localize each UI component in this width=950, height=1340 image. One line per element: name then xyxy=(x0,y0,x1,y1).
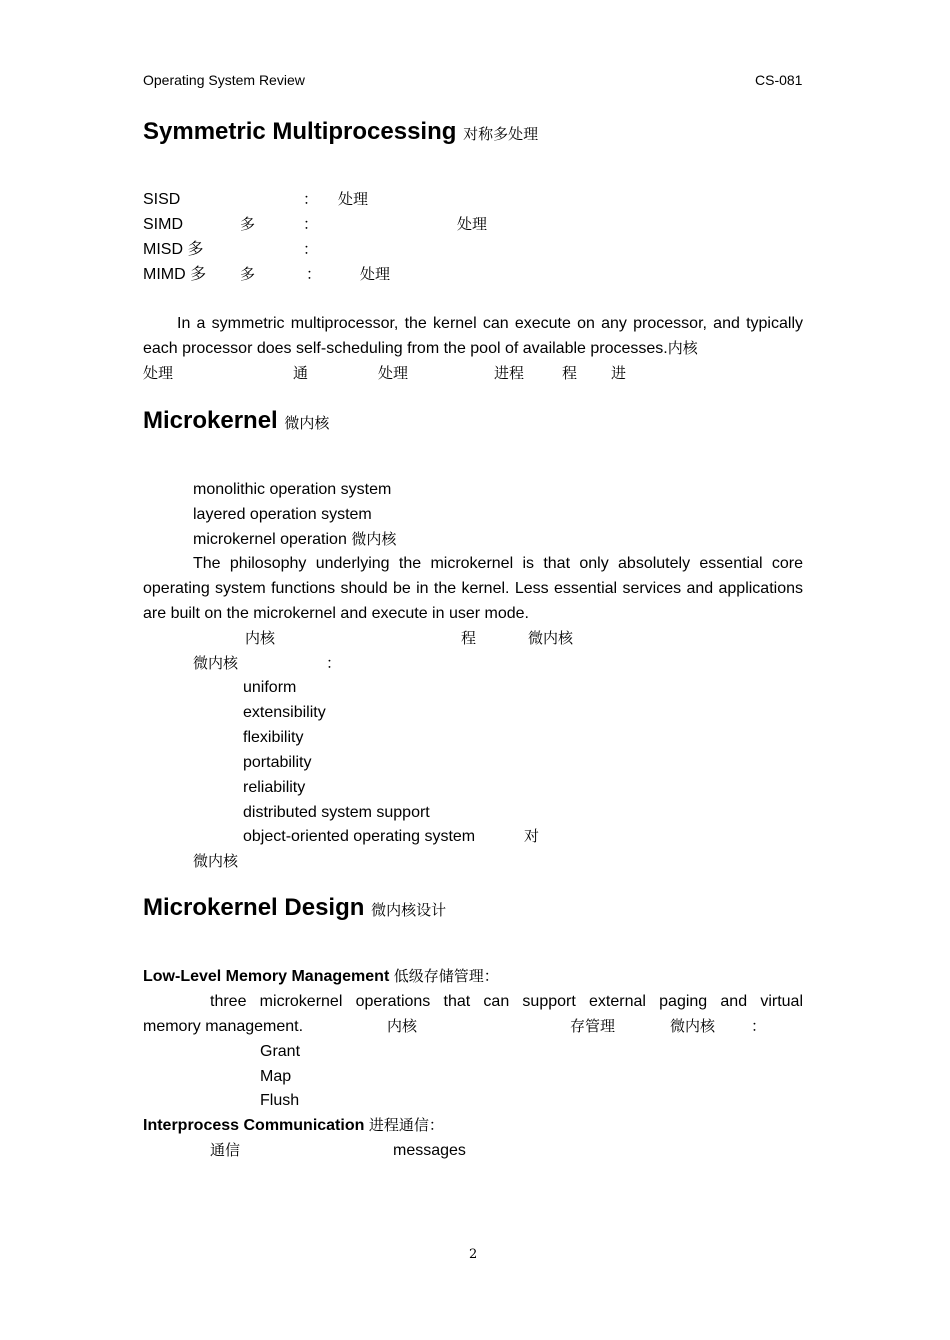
table-colon: ： xyxy=(303,215,319,233)
section-title-cn: 微内核设计 xyxy=(371,901,447,919)
cn-word: 微内核 xyxy=(193,852,239,870)
microkernel-paragraph: The philosophy underlying the microkernel is that only absolutely essential core operating system functions should be in the kernel. Less essential services and applications are built on the microkernel and execute in user mode. xyxy=(143,555,803,622)
list-item-text: microkernel operation xyxy=(193,531,347,548)
list-item: monolithic operation system xyxy=(193,481,392,498)
list-item-cn: 微内核 xyxy=(351,530,397,548)
cn-word: 微内核 xyxy=(193,654,239,672)
table-colon: ： xyxy=(303,190,319,208)
table-row-label: MISD 多 xyxy=(143,241,204,258)
header-title: Operating System Review xyxy=(143,72,305,88)
section-title-text: Microkernel xyxy=(143,407,278,434)
table-row-label: MIMD 多 xyxy=(143,266,207,283)
list-item xyxy=(193,527,396,552)
cn-word: 处理 xyxy=(143,364,174,382)
page-number: 2 xyxy=(469,1247,478,1262)
benefit-item: reliability xyxy=(243,779,306,796)
subsection-title: Low-Level Memory Management xyxy=(143,968,390,985)
cn-word: 进 xyxy=(611,364,627,382)
cn-word: 程 xyxy=(562,364,578,382)
smp-paragraph xyxy=(143,311,803,361)
section-title-cn: 微内核 xyxy=(284,414,330,432)
benefit-item: object-oriented operating system xyxy=(243,828,476,845)
section-title-text: Symmetric Multiprocessing xyxy=(143,118,457,145)
section-title-text: Microkernel Design xyxy=(143,894,365,921)
section-title-microkernel xyxy=(143,407,329,435)
cn-word: 微内核 xyxy=(670,1017,716,1035)
table-row-label: SIMD xyxy=(143,216,183,233)
benefit-item: flexibility xyxy=(243,729,304,746)
cn-word: 内核 xyxy=(245,629,276,647)
table-colon: ： xyxy=(303,240,319,258)
operation-item: Map xyxy=(260,1068,292,1085)
benefit-item: distributed system support xyxy=(243,804,430,821)
subsection-cn: 进程通信： xyxy=(368,1116,444,1134)
list-item: layered operation system xyxy=(193,506,372,523)
ipc-messages: messages xyxy=(393,1142,466,1159)
benefit-item: uniform xyxy=(243,679,297,696)
section-title-microkernel-design xyxy=(143,894,446,922)
cn-word: 微内核 xyxy=(528,629,574,647)
subsection-title: Interprocess Communication xyxy=(143,1117,365,1134)
smp-paragraph-text: In a symmetric multiprocessor, the kernel can execute on any processor, and typically each processor does self-scheduling from the pool of available processes. xyxy=(143,315,803,357)
table-row-label: SISD xyxy=(143,191,181,208)
table-cell: 多 xyxy=(240,265,256,283)
subsection-ipc xyxy=(143,1113,444,1138)
table-cell: 处理 xyxy=(457,215,488,233)
cn-word: 程 xyxy=(461,629,477,647)
cn-word: ： xyxy=(326,654,342,672)
cn-word: ： xyxy=(751,1017,767,1035)
table-colon: ： xyxy=(306,265,322,283)
cn-word: 存管理 xyxy=(570,1017,616,1035)
table-cell: 处理 xyxy=(338,190,369,208)
smp-paragraph-cn: 内核 xyxy=(667,339,698,357)
subsection-memory xyxy=(143,964,499,989)
memory-paragraph-line2: memory management. xyxy=(143,1018,304,1035)
operation-item: Grant xyxy=(260,1043,301,1060)
operation-item: Flush xyxy=(260,1092,300,1109)
cn-word: 通信 xyxy=(210,1141,241,1159)
subsection-cn: 低级存储管理： xyxy=(393,967,499,985)
table-cell: 处理 xyxy=(360,265,391,283)
memory-paragraph-line1: three microkernel operations that can support external paging and virtual xyxy=(210,993,803,1010)
table-cell: 多 xyxy=(240,215,256,233)
section-title-cn: 对称多处理 xyxy=(463,125,539,143)
cn-word: 内核 xyxy=(387,1017,418,1035)
cn-word: 对 xyxy=(524,827,540,845)
cn-word: 进程 xyxy=(494,364,525,382)
cn-word: 通 xyxy=(293,364,309,382)
benefit-item: portability xyxy=(243,754,312,771)
benefit-item: extensibility xyxy=(243,704,326,721)
section-title-smp xyxy=(143,118,538,146)
header-code: CS-081 xyxy=(755,72,803,88)
cn-word: 处理 xyxy=(378,364,409,382)
